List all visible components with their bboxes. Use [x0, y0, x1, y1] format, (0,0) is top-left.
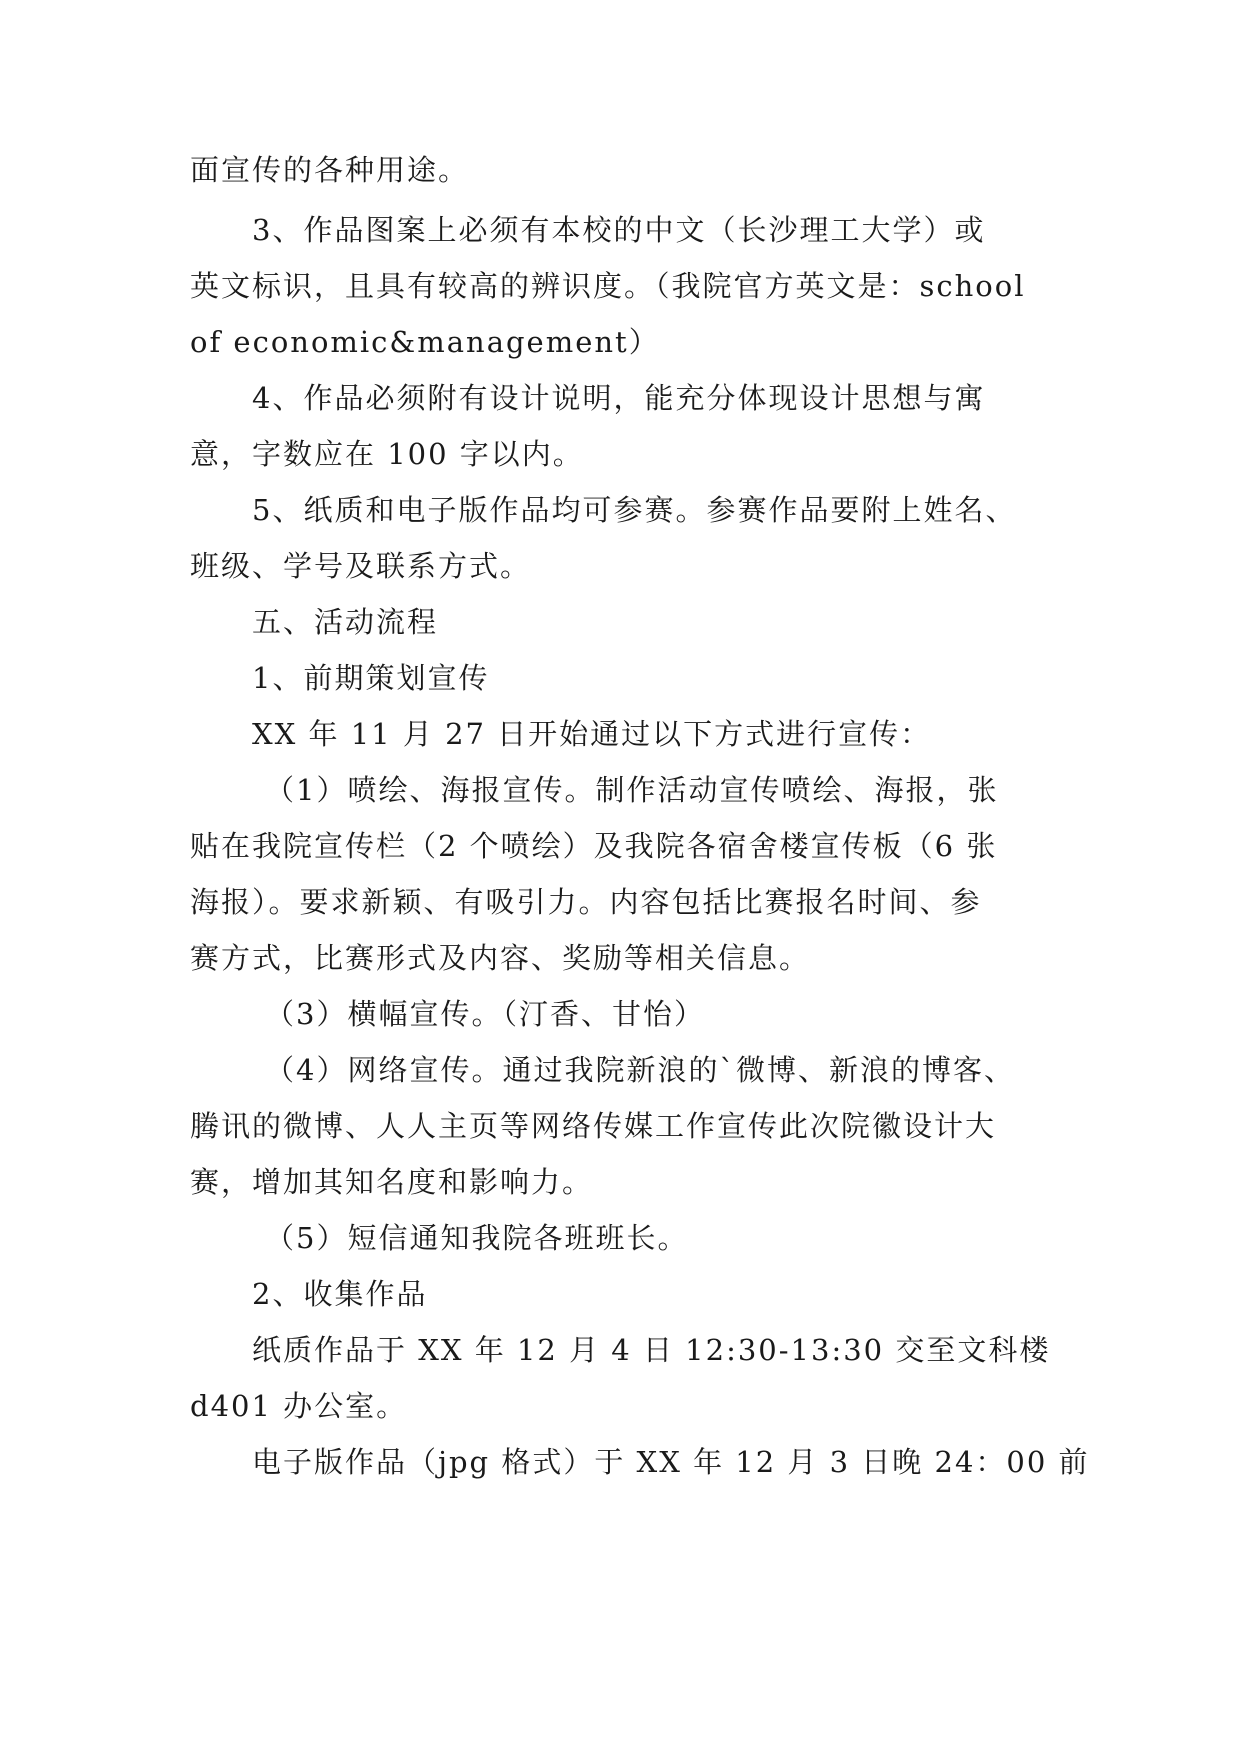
text-line: XX 年 11 月 27 日开始通过以下方式进行宣传： — [252, 717, 932, 751]
text-line: 纸质作品于 XX 年 12 月 4 日 12:30-13:30 交至文科楼 — [252, 1333, 1051, 1367]
text-line: 3、作品图案上必须有本校的中文（长沙理工大学）或 — [252, 213, 986, 247]
text-line: 意，字数应在 100 字以内。 — [190, 437, 584, 471]
subsection-heading: 2、收集作品 — [252, 1277, 428, 1311]
text-line: （4）网络宣传。通过我院新浪的`微博、新浪的博客、 — [265, 1053, 1015, 1087]
section-heading: 五、活动流程 — [252, 605, 439, 639]
text-line: of economic&management） — [190, 325, 660, 359]
text-line: 英文标识，且具有较高的辨识度。（我院官方英文是：school — [190, 269, 1026, 303]
text-line: 腾讯的微博、人人主页等网络传媒工作宣传此次院徽设计大 — [190, 1109, 997, 1143]
text-line: 贴在我院宣传栏（2 个喷绘）及我院各宿舍楼宣传板（6 张 — [190, 829, 998, 863]
text-line: 面宣传的各种用途。 — [190, 153, 470, 187]
text-line: 赛方式，比赛形式及内容、奖励等相关信息。 — [190, 941, 811, 975]
text-line: （5）短信通知我院各班班长。 — [265, 1221, 689, 1255]
text-line: 班级、学号及联系方式。 — [190, 549, 532, 583]
text-line: 4、作品必须附有设计说明，能充分体现设计思想与寓 — [252, 381, 986, 415]
text-line: 5、纸质和电子版作品均可参赛。参赛作品要附上姓名、 — [252, 493, 1017, 527]
text-line: d401 办公室。 — [190, 1389, 408, 1423]
text-line: （3）横幅宣传。（汀香、甘怡） — [265, 997, 705, 1031]
text-line: 赛，增加其知名度和影响力。 — [190, 1165, 594, 1199]
text-line: （1）喷绘、海报宣传。制作活动宣传喷绘、海报，张 — [265, 773, 999, 807]
subsection-heading: 1、前期策划宣传 — [252, 661, 490, 695]
text-line: 电子版作品（jpg 格式）于 XX 年 12 月 3 日晚 24：00 前 — [252, 1445, 1090, 1479]
text-line: 海报）。要求新颖、有吸引力。内容包括比赛报名时间、参 — [190, 885, 982, 919]
